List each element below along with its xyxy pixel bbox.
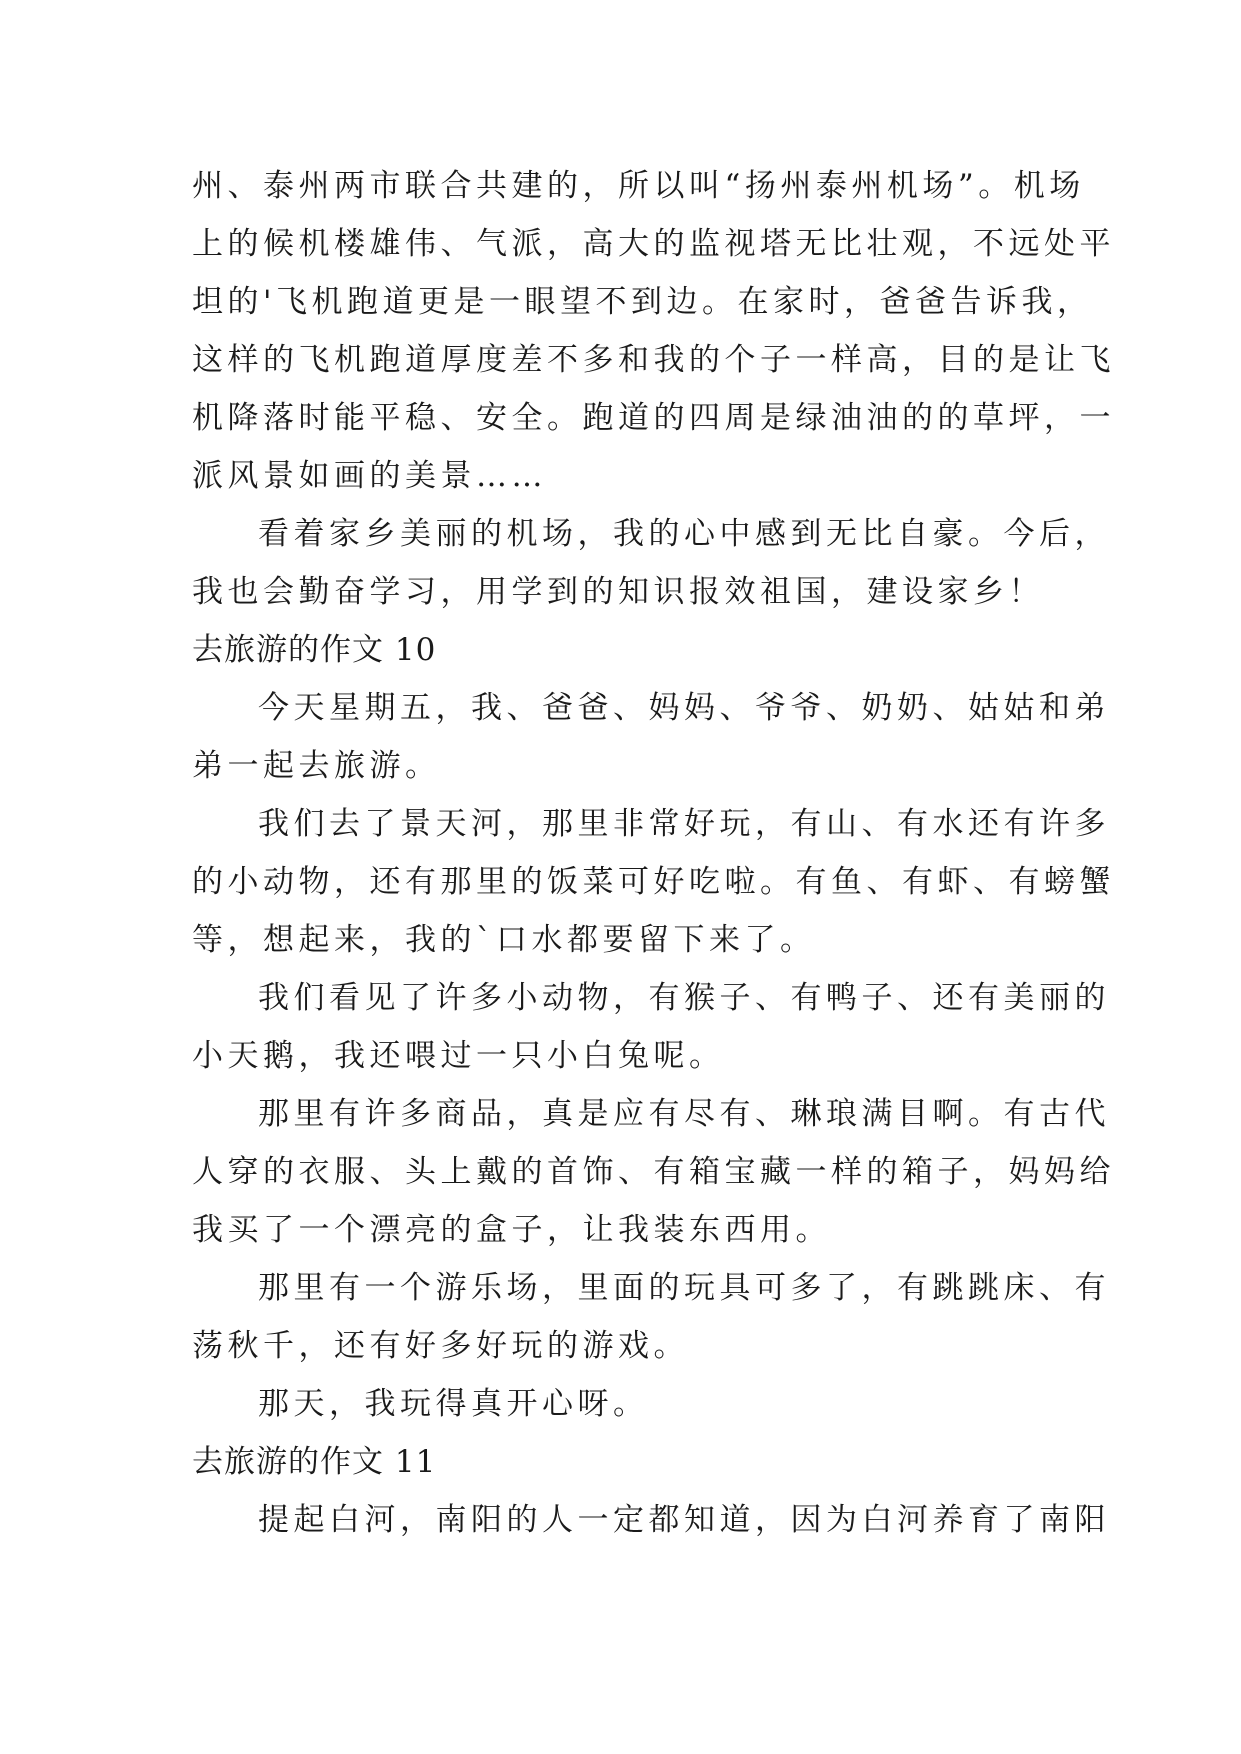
- text-line: 弟一起去旅游。: [192, 748, 441, 784]
- text-line: 人穿的衣服、头上戴的首饰、有箱宝藏一样的箱子，妈妈给: [192, 1154, 1115, 1190]
- text-line: 的小动物，还有那里的饭菜可好吃啦。有鱼、有虾、有螃蟹: [192, 864, 1115, 900]
- section-heading: 去旅游的作文 11: [192, 1444, 437, 1480]
- section-heading: 去旅游的作文 10: [192, 632, 437, 668]
- text-line: 上的候机楼雄伟、气派，高大的监视塔无比壮观，不远处平: [192, 226, 1115, 262]
- text-line: 坦的'飞机跑道更是一眼望不到边。在家时，爸爸告诉我，: [192, 284, 1093, 320]
- paragraph-first-line: 今天星期五，我、爸爸、妈妈、爷爷、奶奶、姑姑和弟: [258, 690, 1110, 726]
- paragraph-first-line: 那里有一个游乐场，里面的玩具可多了，有跳跳床、有: [258, 1270, 1110, 1306]
- text-line: 派风景如画的美景……: [192, 458, 547, 494]
- paragraph-first-line: 我们看见了许多小动物，有猴子、有鸭子、还有美丽的: [258, 980, 1110, 1016]
- text-line: 等，想起来，我的`口水都要留下来了。: [192, 922, 816, 958]
- text-line: 小天鹅，我还喂过一只小白兔呢。: [192, 1038, 725, 1074]
- paragraph-first-line: 看着家乡美丽的机场，我的心中感到无比自豪。今后，: [258, 516, 1110, 552]
- paragraph-first-line: 我们去了景天河，那里非常好玩，有山、有水还有许多: [258, 806, 1110, 842]
- paragraph-first-line: 那里有许多商品，真是应有尽有、琳琅满目啊。有古代: [258, 1096, 1110, 1132]
- text-line: 机降落时能平稳、安全。跑道的四周是绿油油的的草坪，一: [192, 400, 1115, 436]
- text-line: 荡秋千，还有好多好玩的游戏。: [192, 1328, 689, 1364]
- paragraph-first-line: 那天，我玩得真开心呀。: [258, 1386, 649, 1422]
- text-line: 这样的飞机跑道厚度差不多和我的个子一样高，目的是让飞: [192, 342, 1115, 378]
- text-line: 州、泰州两市联合共建的，所以叫“扬州泰州机场”。机场: [192, 168, 1085, 204]
- text-line: 我也会勤奋学习，用学到的知识报效祖国，建设家乡！: [192, 574, 1044, 610]
- paragraph-first-line: 提起白河，南阳的人一定都知道，因为白河养育了南阳: [258, 1502, 1110, 1538]
- text-line: 我买了一个漂亮的盒子，让我装东西用。: [192, 1212, 831, 1248]
